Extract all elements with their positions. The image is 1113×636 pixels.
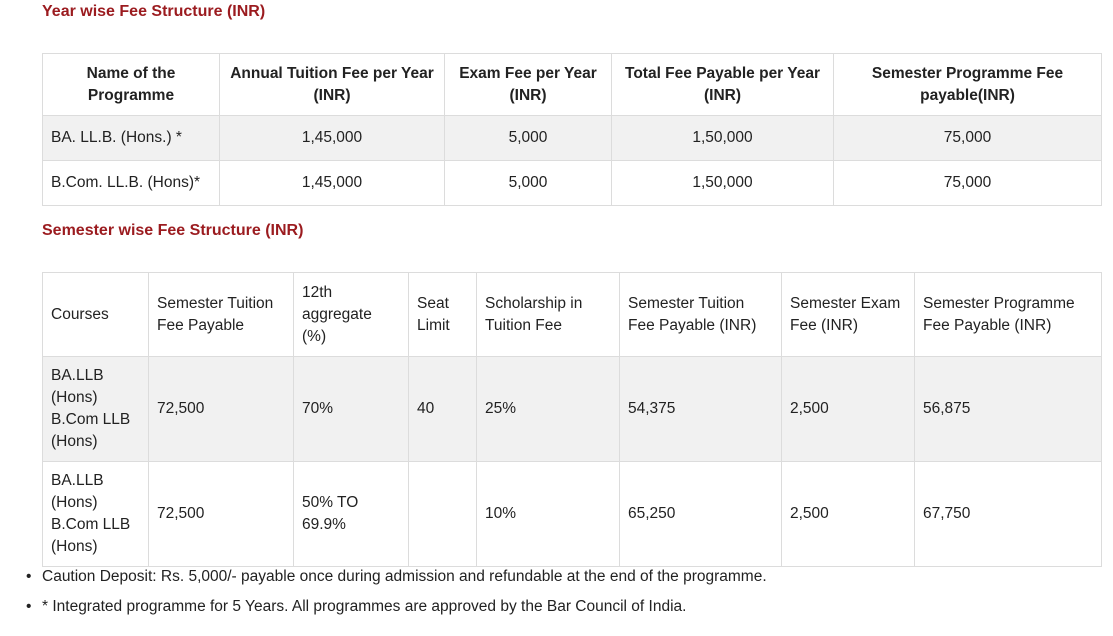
header-seat-limit: Seat Limit xyxy=(409,273,477,357)
course-name: BA.LLB (Hons) B.Com LLB (Hons) xyxy=(43,357,149,462)
table-row xyxy=(43,462,1102,567)
semester-fee-title: Semester wise Fee Structure (INR) xyxy=(42,222,304,239)
header-semester-tuition: Semester Tuition Fee Payable xyxy=(149,273,294,357)
annual-tuition-value: 1,45,000 xyxy=(220,116,445,161)
header-semester-exam-fee: Semester Exam Fee (INR) xyxy=(782,273,915,357)
table-row xyxy=(43,116,1102,161)
table-row xyxy=(43,161,1102,206)
semester-tuition-inr-value: 54,375 xyxy=(620,357,782,462)
bullet-icon: • xyxy=(26,598,32,615)
header-annual-tuition: Annual Tuition Fee per Year (INR) xyxy=(220,54,445,116)
aggregate-value: 50% TO 69.9% xyxy=(294,462,409,567)
header-12th-aggregate: 12th aggregate (%) xyxy=(294,273,409,357)
semester-tuition-value: 72,500 xyxy=(149,462,294,567)
total-fee-value: 1,50,000 xyxy=(612,161,834,206)
semester-tuition-value: 72,500 xyxy=(149,357,294,462)
table-header-row xyxy=(43,54,1102,116)
semester-programme-fee-value: 75,000 xyxy=(834,161,1102,206)
programme-name: BA. LL.B. (Hons.) * xyxy=(43,116,220,161)
header-total-fee: Total Fee Payable per Year (INR) xyxy=(612,54,834,116)
semester-programme-fee-value: 67,750 xyxy=(915,462,1102,567)
note-caution-deposit: • Caution Deposit: Rs. 5,000/- payable once during admission and refundable at the end of the programme. xyxy=(42,566,767,596)
semester-exam-fee-value: 2,500 xyxy=(782,357,915,462)
semester-fee-table xyxy=(42,272,1102,567)
header-programme-name: Name of the Programme xyxy=(43,54,220,116)
seat-limit-value xyxy=(409,462,477,567)
exam-fee-value: 5,000 xyxy=(445,116,612,161)
annual-tuition-value: 1,45,000 xyxy=(220,161,445,206)
semester-programme-fee-value: 56,875 xyxy=(915,357,1102,462)
semester-programme-fee-value: 75,000 xyxy=(834,116,1102,161)
scholarship-value: 10% xyxy=(477,462,620,567)
semester-exam-fee-value: 2,500 xyxy=(782,462,915,567)
note-integrated-programme: • * Integrated programme for 5 Years. All programmes are approved by the Bar Council of India. xyxy=(42,596,767,626)
aggregate-value: 70% xyxy=(294,357,409,462)
header-semester-tuition-inr: Semester Tuition Fee Payable (INR) xyxy=(620,273,782,357)
scholarship-value: 25% xyxy=(477,357,620,462)
notes-list xyxy=(26,566,767,626)
table-header-row xyxy=(43,273,1102,357)
bullet-icon: • xyxy=(26,568,32,585)
header-scholarship: Scholarship in Tuition Fee xyxy=(477,273,620,357)
header-semester-programme-fee: Semester Programme Fee payable(INR) xyxy=(834,54,1102,116)
header-courses: Courses xyxy=(43,273,149,357)
course-name: BA.LLB (Hons) B.Com LLB (Hons) xyxy=(43,462,149,567)
header-exam-fee: Exam Fee per Year (INR) xyxy=(445,54,612,116)
year-fee-title: Year wise Fee Structure (INR) xyxy=(42,3,266,20)
total-fee-value: 1,50,000 xyxy=(612,116,834,161)
programme-name: B.Com. LL.B. (Hons)* xyxy=(43,161,220,206)
exam-fee-value: 5,000 xyxy=(445,161,612,206)
header-semester-programme-fee: Semester Programme Fee Payable (INR) xyxy=(915,273,1102,357)
seat-limit-value: 40 xyxy=(409,357,477,462)
table-row xyxy=(43,357,1102,462)
year-fee-table xyxy=(42,53,1102,206)
semester-tuition-inr-value: 65,250 xyxy=(620,462,782,567)
